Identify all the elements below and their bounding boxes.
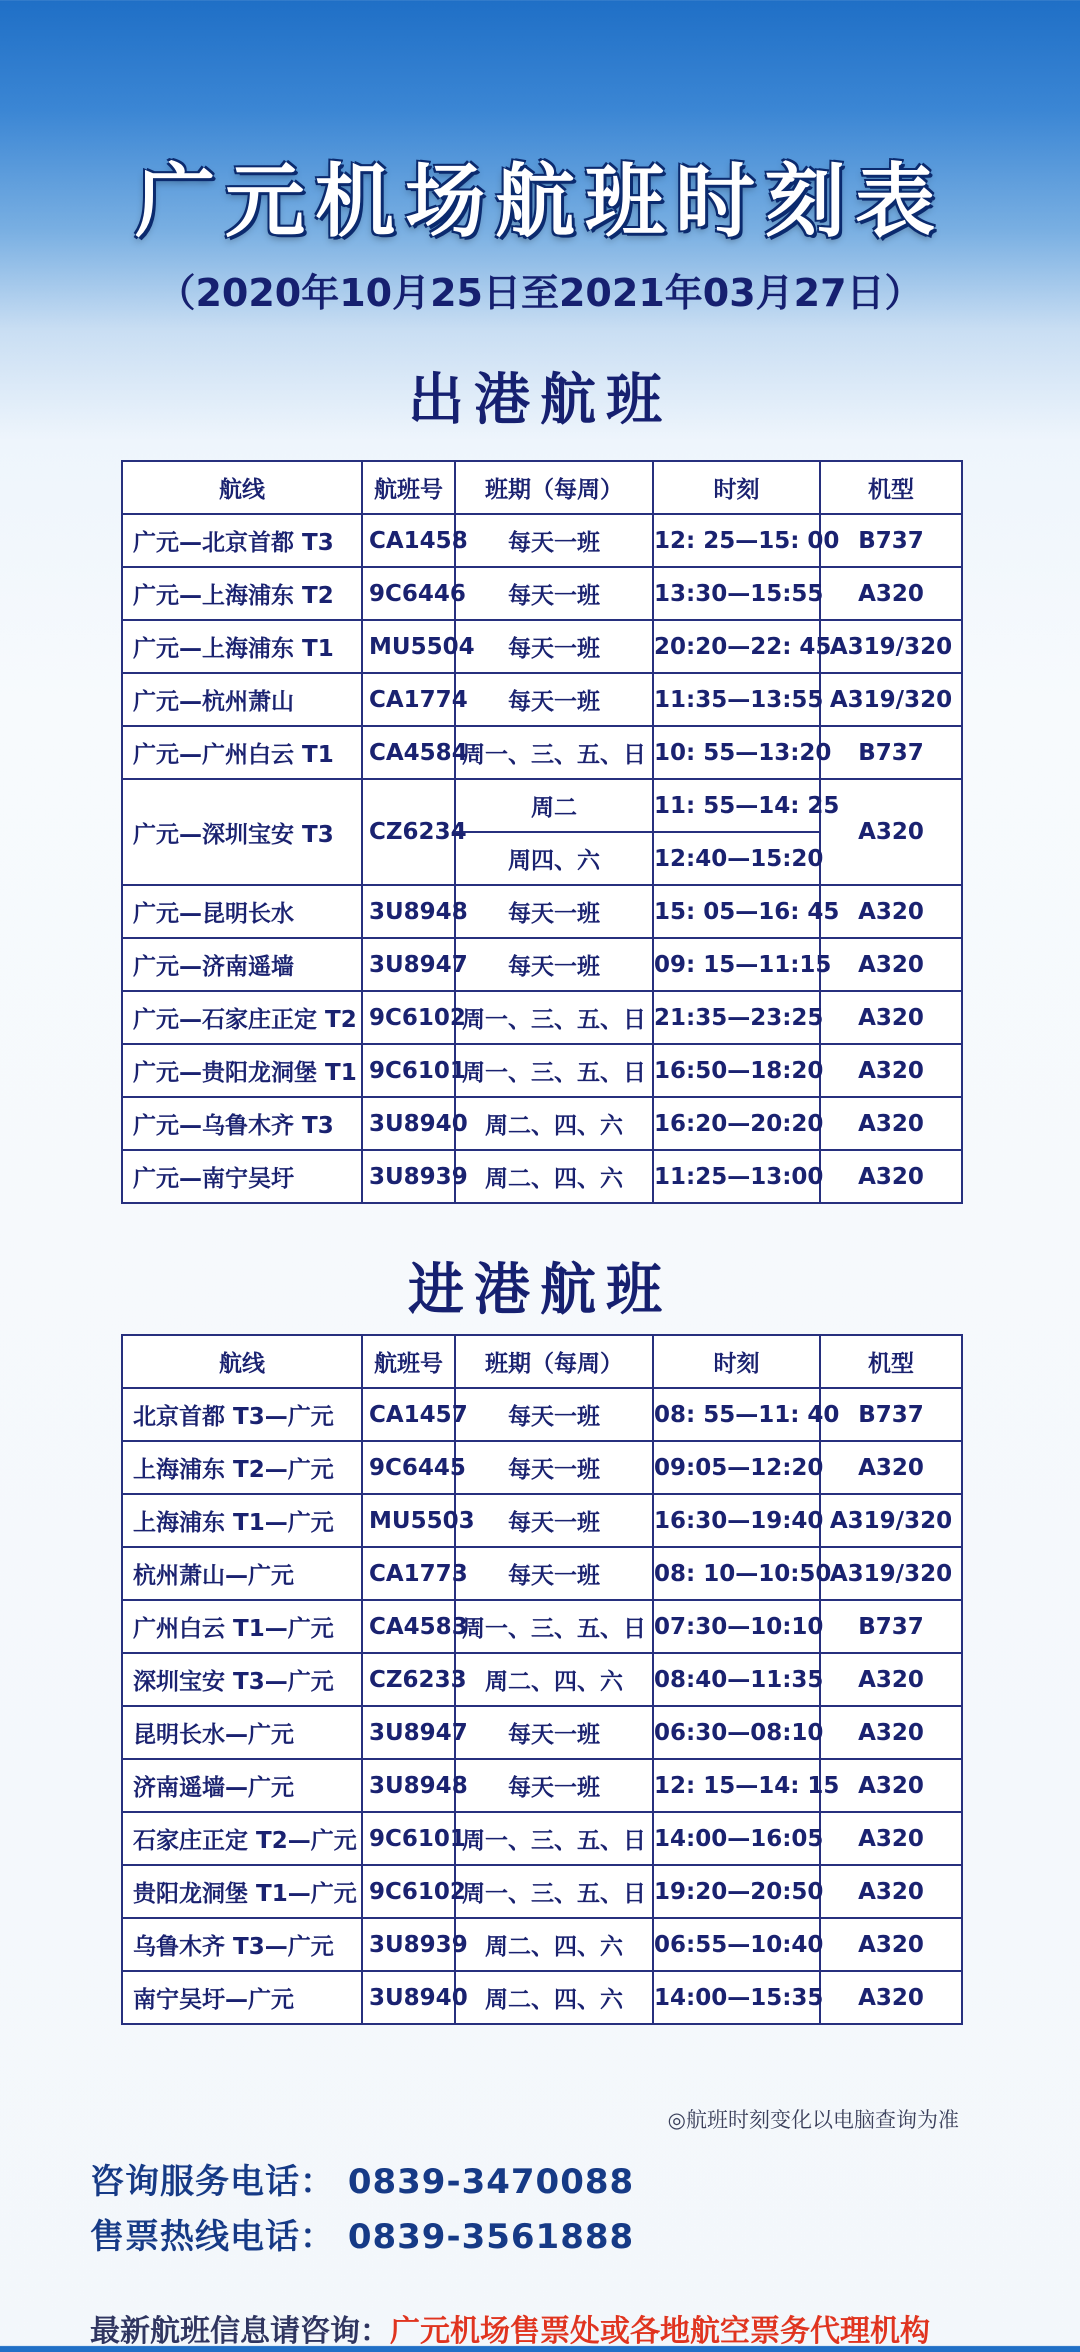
route-cell: 广元—上海浦东 T1 <box>122 620 362 673</box>
route-cell: 北京首都 T3—广元 <box>122 1388 362 1441</box>
schedule-days-cell: 每天一班 <box>455 1494 653 1547</box>
table-row <box>122 514 962 567</box>
route-cell: 广州白云 T1—广元 <box>122 1600 362 1653</box>
flight-number-cell: CA1773 <box>362 1547 455 1600</box>
header-route: 航线 <box>122 1335 362 1388</box>
schedule-days-cell: 周二、四、六 <box>455 1097 653 1150</box>
aircraft-cell: A320 <box>820 779 962 885</box>
header-time: 时刻 <box>653 461 820 514</box>
time-cell: 16:50—18:20 <box>653 1044 820 1097</box>
time-cell: 07:30—10:10 <box>653 1600 820 1653</box>
table-row <box>122 1388 962 1441</box>
aircraft-cell: B737 <box>820 1388 962 1441</box>
header-aircraft: 机型 <box>820 1335 962 1388</box>
time-cell: 12: 25—15: 00 <box>653 514 820 567</box>
aircraft-cell: A319/320 <box>820 1547 962 1600</box>
table-row <box>122 991 962 1044</box>
flight-number-cell: 9C6445 <box>362 1441 455 1494</box>
time-cell: 11:35—13:55 <box>653 673 820 726</box>
aircraft-cell: A320 <box>820 1971 962 2024</box>
flight-number-cell: 3U8940 <box>362 1097 455 1150</box>
schedule-note: ◎航班时刻变化以电脑查询为准 <box>667 2108 959 2132</box>
aircraft-cell: A320 <box>820 1097 962 1150</box>
flight-number-cell: 9C6102 <box>362 991 455 1044</box>
time-cell: 10: 55—13:20 <box>653 726 820 779</box>
schedule-days-cell: 周二、四、六 <box>455 1971 653 2024</box>
table-row <box>122 1547 962 1600</box>
route-cell: 贵阳龙洞堡 T1—广元 <box>122 1865 362 1918</box>
header-days: 班期（每周） <box>455 1335 653 1388</box>
flight-number-cell: CA1774 <box>362 673 455 726</box>
route-cell: 广元—济南遥墙 <box>122 938 362 991</box>
flight-number-cell: CZ6233 <box>362 1653 455 1706</box>
aircraft-cell: A320 <box>820 1653 962 1706</box>
route-cell: 石家庄正定 T2—广元 <box>122 1812 362 1865</box>
schedule-days-cell: 周一、三、五、日 <box>455 1812 653 1865</box>
route-cell: 广元—昆明长水 <box>122 885 362 938</box>
footer-highlight: 广元机场售票处或各地航空票务代理机构 <box>390 2314 930 2349</box>
flight-number-cell: CA1457 <box>362 1388 455 1441</box>
time-cell: 15: 05—16: 45 <box>653 885 820 938</box>
table-row <box>122 938 962 991</box>
table-row <box>122 1918 962 1971</box>
time-cell: 13:30—15:55 <box>653 567 820 620</box>
header-route: 航线 <box>122 461 362 514</box>
footer-lead: 最新航班信息请咨询： <box>90 2314 390 2349</box>
aircraft-cell: A320 <box>820 1759 962 1812</box>
route-cell: 广元—石家庄正定 T2 <box>122 991 362 1044</box>
aircraft-cell: A320 <box>820 1044 962 1097</box>
time-cell: 11:25—13:00 <box>653 1150 820 1203</box>
aircraft-cell: A320 <box>820 567 962 620</box>
departures-table <box>121 460 963 1204</box>
aircraft-cell: A320 <box>820 991 962 1044</box>
aircraft-cell: A320 <box>820 885 962 938</box>
aircraft-cell: A319/320 <box>820 620 962 673</box>
route-cell: 广元—乌鲁木齐 T3 <box>122 1097 362 1150</box>
table-row <box>122 1759 962 1812</box>
time-cell: 08:40—11:35 <box>653 1653 820 1706</box>
flight-number-cell: 3U8947 <box>362 938 455 991</box>
schedule-days-cell: 每天一班 <box>455 1706 653 1759</box>
schedule-days-cell: 周一、三、五、日 <box>455 1044 653 1097</box>
time-cell: 12:40—15:20 <box>653 832 820 885</box>
schedule-days-cell: 每天一班 <box>455 620 653 673</box>
schedule-days-cell: 周四、六 <box>455 832 653 885</box>
flight-number-cell: 3U8939 <box>362 1150 455 1203</box>
route-cell: 上海浦东 T2—广元 <box>122 1441 362 1494</box>
flight-number-cell: CA4584 <box>362 726 455 779</box>
time-cell: 08: 10—10:50 <box>653 1547 820 1600</box>
time-cell: 11: 55—14: 25 <box>653 779 820 832</box>
arrivals-table <box>121 1334 963 2025</box>
flight-number-cell: 3U8948 <box>362 885 455 938</box>
time-cell: 14:00—16:05 <box>653 1812 820 1865</box>
aircraft-cell: A319/320 <box>820 1494 962 1547</box>
schedule-days-cell: 周二、四、六 <box>455 1653 653 1706</box>
time-cell: 16:30—19:40 <box>653 1494 820 1547</box>
aircraft-cell: A319/320 <box>820 673 962 726</box>
route-cell: 广元—杭州萧山 <box>122 673 362 726</box>
schedule-days-cell: 每天一班 <box>455 938 653 991</box>
aircraft-cell: A320 <box>820 938 962 991</box>
aircraft-cell: B737 <box>820 726 962 779</box>
route-cell: 广元—南宁吴圩 <box>122 1150 362 1203</box>
schedule-days-cell: 周二 <box>455 779 653 832</box>
table-row <box>122 567 962 620</box>
table-row <box>122 726 962 779</box>
time-cell: 20:20—22: 45 <box>653 620 820 673</box>
page-title: 广元机场航班时刻表 <box>135 155 945 248</box>
schedule-days-cell: 周一、三、五、日 <box>455 1865 653 1918</box>
date-range: （2020年10月25日至2021年03月27日） <box>157 271 923 315</box>
route-cell: 济南遥墙—广元 <box>122 1759 362 1812</box>
aircraft-cell: B737 <box>820 1600 962 1653</box>
aircraft-cell: A320 <box>820 1441 962 1494</box>
header-flight: 航班号 <box>362 1335 455 1388</box>
schedule-days-cell: 周二、四、六 <box>455 1918 653 1971</box>
schedule-days-cell: 每天一班 <box>455 567 653 620</box>
table-row <box>122 1600 962 1653</box>
table-row <box>122 1971 962 2024</box>
time-cell: 12: 15—14: 15 <box>653 1759 820 1812</box>
table-row <box>122 1044 962 1097</box>
table-row <box>122 673 962 726</box>
header-flight: 航班号 <box>362 461 455 514</box>
header-days: 班期（每周） <box>455 461 653 514</box>
time-cell: 08: 55—11: 40 <box>653 1388 820 1441</box>
schedule-days-cell: 每天一班 <box>455 1388 653 1441</box>
flight-number-cell: 3U8940 <box>362 1971 455 2024</box>
flight-number-cell: 9C6101 <box>362 1044 455 1097</box>
time-cell: 16:20—20:20 <box>653 1097 820 1150</box>
schedule-days-cell: 每天一班 <box>455 514 653 567</box>
time-cell: 06:55—10:40 <box>653 1918 820 1971</box>
flight-number-cell: CA1458 <box>362 514 455 567</box>
route-cell: 上海浦东 T1—广元 <box>122 1494 362 1547</box>
time-cell: 19:20—20:50 <box>653 1865 820 1918</box>
time-cell: 09: 15—11:15 <box>653 938 820 991</box>
route-cell: 杭州萧山—广元 <box>122 1547 362 1600</box>
time-cell: 21:35—23:25 <box>653 991 820 1044</box>
table-row <box>122 1441 962 1494</box>
time-cell: 06:30—08:10 <box>653 1706 820 1759</box>
aircraft-cell: A320 <box>820 1918 962 1971</box>
arrivals-title: 进港航班 <box>408 1258 672 1323</box>
route-cell: 乌鲁木齐 T3—广元 <box>122 1918 362 1971</box>
departures-title: 出港航班 <box>408 368 672 433</box>
flight-number-cell: 3U8948 <box>362 1759 455 1812</box>
route-cell: 广元—贵阳龙洞堡 T1 <box>122 1044 362 1097</box>
flight-number-cell: MU5503 <box>362 1494 455 1547</box>
table-row <box>122 1865 962 1918</box>
table-row <box>122 1706 962 1759</box>
aircraft-cell: A320 <box>820 1706 962 1759</box>
aircraft-cell: A320 <box>820 1865 962 1918</box>
route-cell: 广元—深圳宝安 T3 <box>122 779 362 885</box>
schedule-days-cell: 每天一班 <box>455 885 653 938</box>
time-cell: 09:05—12:20 <box>653 1441 820 1494</box>
footer-info <box>90 2312 930 2352</box>
time-cell: 14:00—15:35 <box>653 1971 820 2024</box>
service-phone: 咨询服务电话： 0839-3470088 <box>90 2162 635 2202</box>
route-cell: 广元—上海浦东 T2 <box>122 567 362 620</box>
table-row <box>122 1150 962 1203</box>
ticket-phone: 售票热线电话： 0839-3561888 <box>90 2217 635 2257</box>
schedule-days-cell: 周一、三、五、日 <box>455 726 653 779</box>
route-cell: 广元—北京首都 T3 <box>122 514 362 567</box>
schedule-days-cell: 周一、三、五、日 <box>455 1600 653 1653</box>
route-cell: 昆明长水—广元 <box>122 1706 362 1759</box>
schedule-days-cell: 每天一班 <box>455 1441 653 1494</box>
table-row <box>122 779 962 832</box>
flight-number-cell: 3U8939 <box>362 1918 455 1971</box>
flight-number-cell: 3U8947 <box>362 1706 455 1759</box>
route-cell: 南宁吴圩—广元 <box>122 1971 362 2024</box>
table-row <box>122 885 962 938</box>
flight-number-cell: 9C6101 <box>362 1812 455 1865</box>
table-header-row <box>122 461 962 514</box>
schedule-days-cell: 每天一班 <box>455 673 653 726</box>
flight-number-cell: 9C6102 <box>362 1865 455 1918</box>
schedule-days-cell: 每天一班 <box>455 1547 653 1600</box>
table-header-row <box>122 1335 962 1388</box>
table-row <box>122 1653 962 1706</box>
schedule-days-cell: 每天一班 <box>455 1759 653 1812</box>
aircraft-cell: A320 <box>820 1812 962 1865</box>
header-time: 时刻 <box>653 1335 820 1388</box>
header-aircraft: 机型 <box>820 461 962 514</box>
flight-number-cell: CA4583 <box>362 1600 455 1653</box>
flight-number-cell: MU5504 <box>362 620 455 673</box>
schedule-days-cell: 周二、四、六 <box>455 1150 653 1203</box>
table-row <box>122 1812 962 1865</box>
aircraft-cell: A320 <box>820 1150 962 1203</box>
aircraft-cell: B737 <box>820 514 962 567</box>
flight-number-cell: 9C6446 <box>362 567 455 620</box>
flight-number-cell: CZ6234 <box>362 779 455 885</box>
route-cell: 广元—广州白云 T1 <box>122 726 362 779</box>
table-row <box>122 1494 962 1547</box>
table-row <box>122 620 962 673</box>
route-cell: 深圳宝安 T3—广元 <box>122 1653 362 1706</box>
table-row <box>122 1097 962 1150</box>
schedule-days-cell: 周一、三、五、日 <box>455 991 653 1044</box>
